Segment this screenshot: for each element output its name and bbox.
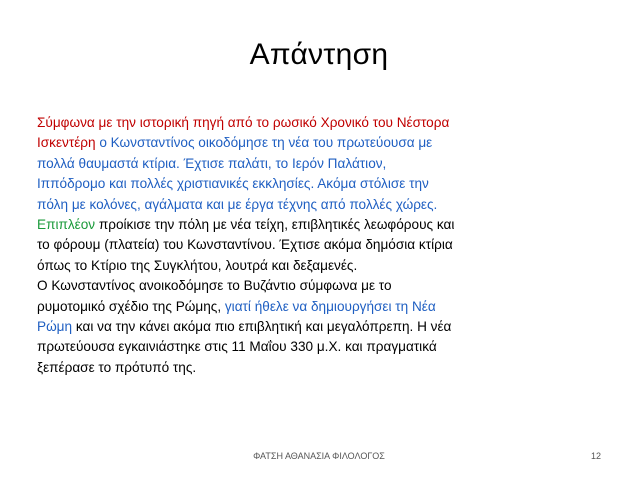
text-segment: ξεπέρασε το πρότυπό της. <box>37 359 197 375</box>
text-segment: το φόρουμ (πλατεία) του Κωνσταντίνου. Έχτισε ακόμα δημόσια κτίρια <box>37 237 453 253</box>
page-number: 12 <box>590 451 601 461</box>
text-line <box>37 195 607 215</box>
slide-body <box>37 113 607 378</box>
text-segment: Ισκεντέρη <box>37 135 96 151</box>
text-line <box>37 276 607 296</box>
text-segment: ο Κωνσταντίνος οικοδόμησε τη νέα του πρωτεύουσα με <box>95 135 433 151</box>
text-line <box>37 358 607 378</box>
text-segment: προίκισε την πόλη με νέα τείχη, επιβλητικές λεωφόρους και <box>95 217 455 233</box>
text-segment: πολλά θαυμαστά κτίρια. Έχτισε παλάτι, το Ιερόν Παλάτιον, <box>37 155 387 171</box>
text-segment: Ο Κωνσταντίνος ανοικοδόμησε το Βυζάντιο σύμφωνα με το <box>37 278 392 294</box>
text-segment: Σύμφωνα με την ιστορική πηγή από το ρωσικό Χρονικό του Νέστορα <box>37 115 450 130</box>
text-segment: ρυμοτομικό σχέδιο της Ρώμης, <box>37 298 225 314</box>
text-line <box>37 215 607 235</box>
text-line <box>37 235 607 255</box>
text-line <box>37 174 607 194</box>
text-segment: και να την κάνει ακόμα πιο επιβλητική και μεγαλόπρεπη. Η νέα <box>72 319 452 335</box>
text-segment: Ρώμη <box>37 319 73 335</box>
text-line <box>37 256 607 276</box>
footer-author: ΦΑΤΣΗ ΑΘΑΝΑΣΙΑ ΦΙΛΟΛΟΓΟΣ <box>253 451 385 461</box>
text-segment: πρωτεύουσα εγκαινιάστηκε στις 11 Μαΐου 330 μ.Χ. και πραγματικά <box>37 339 437 355</box>
slide-title: Απάντηση <box>249 38 389 71</box>
text-line <box>37 113 607 133</box>
text-line <box>37 133 607 153</box>
text-segment: Ιππόδρομο και πολλές χριστιανικές εκκλησίες. Ακόμα στόλισε την <box>37 176 429 192</box>
text-line <box>37 317 607 337</box>
text-segment: Επιπλέον <box>37 217 96 233</box>
text-segment: γιατί ήθελε να δημιουργήσει τη Νέα <box>224 298 436 314</box>
text-line <box>37 297 607 317</box>
text-line <box>37 154 607 174</box>
text-segment: πόλη με κολόνες, αγάλματα και με έργα τέχνης από πολλές χώρες. <box>37 196 438 212</box>
text-segment: όπως το Κτίριο της Συγκλήτου, λουτρά και δεξαμενές. <box>37 257 358 273</box>
text-line <box>37 337 607 357</box>
